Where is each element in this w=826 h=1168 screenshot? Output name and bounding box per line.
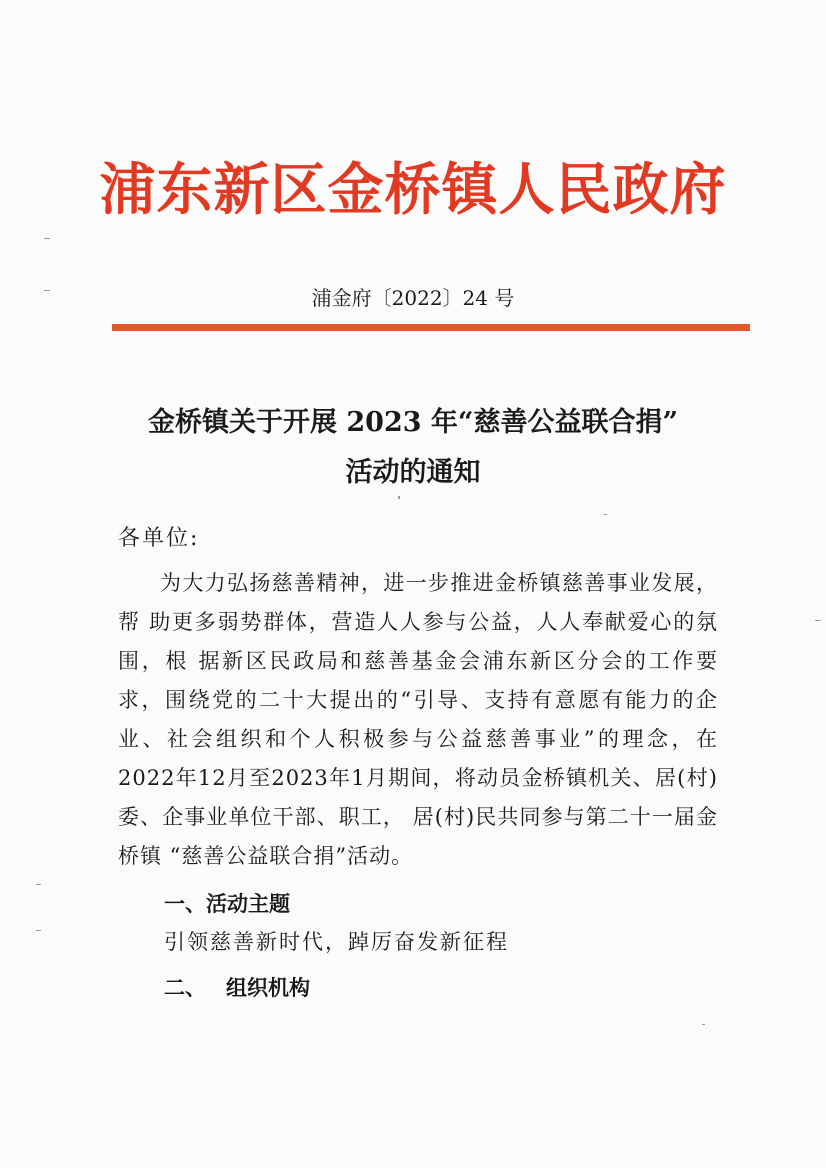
section-content-1: 引领慈善新时代，踔厉奋发新征程 <box>164 930 509 954</box>
section-title: 活动主题 <box>206 892 290 916</box>
scan-speck <box>398 496 400 499</box>
scan-speck <box>44 238 50 239</box>
section-heading-2 <box>164 976 310 1001</box>
section-title: 组织机构 <box>226 976 310 1000</box>
section-number: 二、 <box>164 976 206 1000</box>
scan-speck <box>44 290 50 291</box>
salutation: 各单位: <box>118 526 200 551</box>
issuer-title: 浦东新区金桥镇人民政府 <box>99 157 727 223</box>
document-number: 浦金府〔2022〕24 号 <box>311 286 515 310</box>
body-paragraph: 为大力弘扬慈善精神，进一步推进金桥镇慈善事业发展，帮 助更多弱势群体，营造人人参与公益，人人奉献爱心的氛围，根 据新区民政局和慈善基金会浦东新区分会的工作要求，围绕党的二十大提出的“引导、支持有意愿有能力的企业、社会组织和个人积极参与公益慈善事业”的理念，在 2022年12月至2023年1月期间，将动员金桥镇机关、居(村)委、企事业单位干部、职工， 居(村)民共同参与第二十一届金桥镇 “慈善公益联合捐”活动。 <box>118 571 718 868</box>
red-divider-line <box>112 324 750 331</box>
notice-title-line-1: 金桥镇关于开展 2023 年“慈善公益联合捐” <box>147 407 678 438</box>
scan-speck <box>604 514 607 515</box>
section-number: 一、 <box>164 892 206 916</box>
scan-speck <box>815 620 821 621</box>
notice-title <box>90 398 736 498</box>
notice-title-line-2: 活动的通知 <box>345 457 481 488</box>
scan-speck <box>36 884 41 885</box>
section-heading-1 <box>164 892 290 917</box>
scan-speck <box>36 930 41 931</box>
scan-speck <box>702 1024 705 1025</box>
